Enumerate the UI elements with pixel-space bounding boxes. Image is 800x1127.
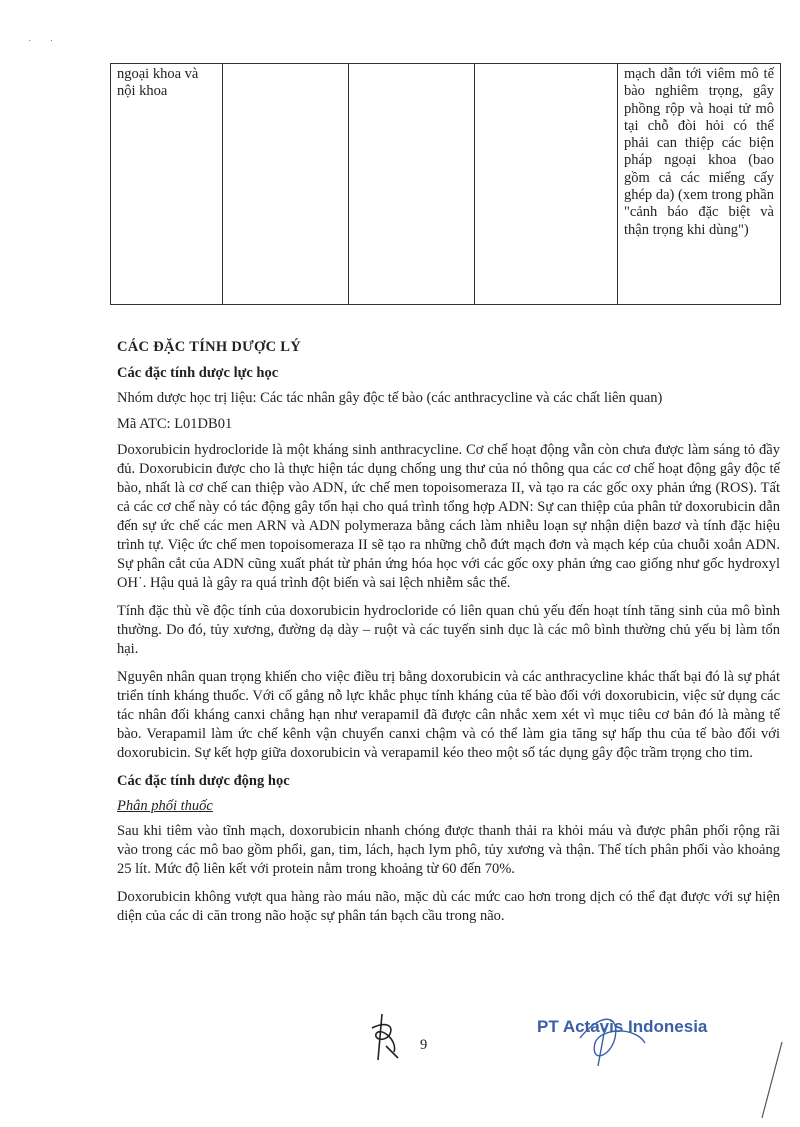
signature-icon: [364, 1010, 404, 1065]
table-cell-col3: [349, 64, 475, 305]
company-stamp: PT Actavis Indonesia: [537, 1017, 708, 1036]
paragraph: Nhóm dược học trị liệu: Các tác nhân gây độc tế bào (các anthracycline và các chất liên quan): [117, 390, 663, 406]
pharmacodynamics-heading: Các đặc tính dược lực học: [117, 365, 279, 381]
table-cell-col5: mạch dẫn tới viêm mô tế bào nghiêm trọng, gây phồng rộp và hoại tử mô tại chỗ đòi hỏi có thể phải can thiệp các biện pháp ngoại khoa (bao gồm cả các miếng cấy ghép da) (xem trong phần "cảnh báo đặc biệt và thận trọng khi dùng"): [618, 64, 781, 305]
table-cell-col4: [475, 64, 618, 305]
scan-marks: · ·: [28, 36, 62, 47]
paragraph: Doxorubicin không vượt qua hàng rào máu não, mặc dù các mức cao hơn trong dịch có thể đạt được với sự hiện diện của các di căn trong não hoặc sự phân tán bạch cầu trong não.: [117, 889, 780, 924]
subheading-distribution: Phân phối thuốc: [117, 798, 213, 814]
margin-line: [756, 1040, 786, 1120]
paragraph: Nguyên nhân quan trọng khiến cho việc điều trị bằng doxorubicin và các anthracycline khác thất bại đó là sự phát triển tính kháng thuốc. Với cố gắng nỗ lực khắc phục tính kháng của tế bào đối với doxorubicin, việc sử dụng các tác nhân đối kháng canxi chẳng hạn như verapamil đã được cân nhắc xem xét vì mục tiêu cơ bản đó là màng tế bào. Verapamil làm ức chế kênh vận chuyển canxi chậm và có thể làm gia tăng sự hấp thu của tế bào đối với doxorubicin. Sự kết hợp giữa doxorubicin và verapamil kéo theo một số tác dụng gây độc trầm trọng cho tim.: [117, 669, 780, 761]
paragraph: Sau khi tiêm vào tĩnh mạch, doxorubicin nhanh chóng được thanh thải ra khỏi máu và được phân phối rộng rãi vào trong các mô bao gồm phổi, gan, tim, lách, hạch lym phô, tủy xương và thận. Thể tích phân phối vào khoảng 25 lít. Mức độ liên kết với protein nằm trong khoảng từ 60 đến 70%.: [117, 823, 780, 877]
table-cell-col1: ngoại khoa và nội khoa: [111, 64, 223, 305]
pharmacokinetics-heading: Các đặc tính dược động học: [117, 773, 290, 789]
continued-table: [110, 63, 781, 305]
paragraph: Doxorubicin hydrocloride là một kháng sinh anthracycline. Cơ chế hoạt động vẫn còn chưa được làm sáng tỏ đầy đủ. Doxorubicin được cho là thực hiện tác dụng chống ung thư của nó thông qua các cơ chế hoạt động gây độc tế bào, nhất là cơ chế can thiệp vào ADN, ức chế men topoisomeraza II, và tạo ra các gốc oxy phản ứng (ROS). Tất cả các cơ chế này có tác động gây tổn hại cho quá trình tổng hợp ADN: Sự can thiệp của phân tử doxorubicin dẫn đến sự ức chế các men ARN và ADN polymeraza bằng cách làm nhiễu loạn sự nhận diện bazơ và tính đặc hiệu trình tự. Việc ức chế men topoisomeraza II sẽ tạo ra những chỗ đứt mạch đơn và mạch kép của chuỗi xoắn ADN. Sự phân cắt của ADN cũng xuất phát từ phản ứng hóa học với các gốc oxy phản ứng cao giống như gốc hydroxyl OH˙. Hậu quả là gây ra quá trình đột biến và sai lệch nhiễm sắc thể.: [117, 442, 780, 591]
main-content: [117, 338, 780, 935]
atc-code: Mã ATC: L01DB01: [117, 416, 233, 432]
section-title: CÁC ĐẶC TÍNH DƯỢC LÝ: [117, 339, 302, 355]
paragraph: Tính đặc thù về độc tính của doxorubicin hydrocloride có liên quan chủ yếu đến hoạt tính tăng sinh của mô bình thường. Do đó, tủy xương, đường dạ dày – ruột và các tuyến sinh dục là các mô bình thường chủ yếu bị làm tổn hại.: [117, 603, 780, 657]
table-row: [111, 64, 781, 305]
page-number: 9: [420, 1037, 428, 1053]
table-cell-col2: [223, 64, 349, 305]
